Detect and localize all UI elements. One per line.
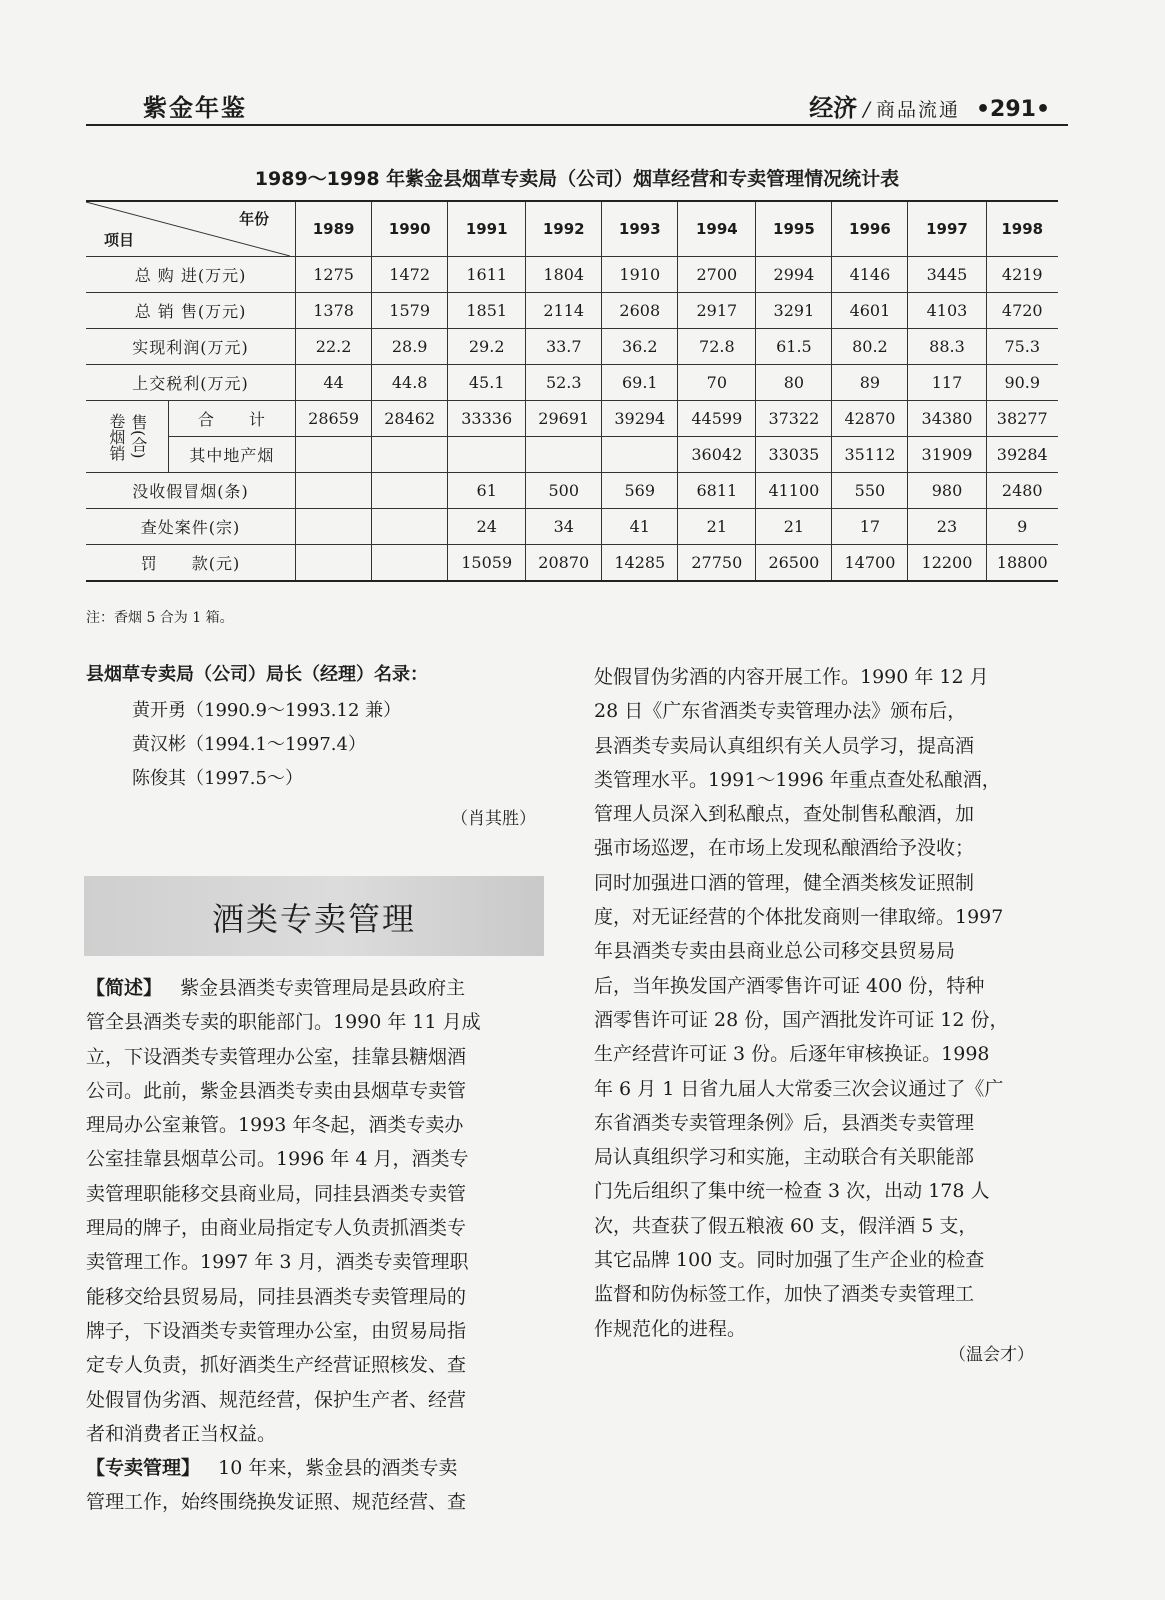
text-line: 同时加强进口酒的管理，健全酒类核发证照制 bbox=[594, 871, 975, 894]
section-heading: 酒类专卖管理 bbox=[211, 900, 416, 938]
running-header bbox=[809, 88, 1050, 123]
table-cell: 41 bbox=[602, 509, 678, 545]
table-cell: 39284 bbox=[986, 437, 1058, 473]
text-line: 牌子，下设酒类专卖管理办公室，由贸易局指 bbox=[86, 1319, 467, 1342]
table-cell bbox=[526, 437, 602, 473]
table-cell: 37322 bbox=[756, 401, 832, 437]
table-cell: 80.2 bbox=[832, 329, 908, 365]
text-line: 能移交给县贸易局，同挂县酒类专卖管理局的 bbox=[86, 1285, 467, 1308]
table-cell: 1275 bbox=[296, 257, 372, 293]
table-cell: 1851 bbox=[448, 293, 526, 329]
author-credit: （肖其胜） bbox=[451, 809, 536, 829]
table-cell: 33035 bbox=[756, 437, 832, 473]
management-paragraph bbox=[594, 660, 1056, 1346]
row-label: 合 计 bbox=[168, 401, 295, 437]
table-cell: 72.8 bbox=[678, 329, 756, 365]
table-cell: 550 bbox=[832, 473, 908, 509]
text-line: 管理工作，始终围绕换发证照、规范经营、查 bbox=[86, 1491, 467, 1514]
text-line: 公室挂靠县烟草公司。1996 年 4 月，酒类专 bbox=[86, 1148, 469, 1171]
table-cell: 28.9 bbox=[372, 329, 448, 365]
director-item: 黄开勇（1990.9～1993.12 兼） bbox=[132, 700, 402, 721]
table-cell: 117 bbox=[908, 365, 986, 401]
year-header: 1993 bbox=[602, 201, 678, 257]
row-label: 罚 款(元) bbox=[86, 545, 296, 582]
table-cell: 34380 bbox=[908, 401, 986, 437]
director-item: 陈俊其（1997.5～） bbox=[132, 768, 303, 789]
table-cell: 33336 bbox=[448, 401, 526, 437]
table-note: 注：香烟 5 合为 1 箱。 bbox=[86, 610, 234, 626]
text-line: 理局办公室兼管。1993 年冬起，酒类专卖办 bbox=[86, 1114, 464, 1137]
table-title: 1989～1998 年紫金县烟草专卖局（公司）烟草经营和专卖管理情况统计表 bbox=[254, 168, 900, 190]
year-header: 1990 bbox=[372, 201, 448, 257]
year-header: 1994 bbox=[678, 201, 756, 257]
text-line: 立，下设酒类专卖管理办公室，挂靠县糖烟酒 bbox=[86, 1045, 467, 1068]
table-row bbox=[86, 545, 1058, 582]
table-cell bbox=[448, 437, 526, 473]
table-cell: 34 bbox=[526, 509, 602, 545]
row-label: 总 购 进(万元) bbox=[86, 257, 296, 293]
text-line: 处假冒伪劣酒、规范经营，保护生产者、经营 bbox=[86, 1388, 467, 1411]
row-label: 查处案件(宗) bbox=[86, 509, 296, 545]
text-line: 公司。此前，紫金县酒类专卖由县烟草专卖管 bbox=[86, 1079, 467, 1102]
table-cell bbox=[372, 545, 448, 582]
year-header: 1997 bbox=[908, 201, 986, 257]
text-span: 紫金县酒类专卖管理局是县政府主 bbox=[180, 977, 466, 999]
text-line: 理局的牌子，由商业局指定专人负责抓酒类专 bbox=[86, 1217, 467, 1240]
subsection-name: 商品流通 bbox=[875, 99, 960, 121]
table-cell: 35112 bbox=[832, 437, 908, 473]
table-cell: 61 bbox=[448, 473, 526, 509]
table-cell: 69.1 bbox=[602, 365, 678, 401]
table-cell: 1611 bbox=[448, 257, 526, 293]
corner-cell bbox=[86, 201, 296, 257]
table-cell: 6811 bbox=[678, 473, 756, 509]
text-line bbox=[86, 971, 546, 1005]
table-cell: 3291 bbox=[756, 293, 832, 329]
table-cell: 1804 bbox=[526, 257, 602, 293]
table-cell: 4103 bbox=[908, 293, 986, 329]
group-label-col2: 售(合) bbox=[128, 414, 148, 459]
table-row bbox=[86, 329, 1058, 365]
table-cell: 28659 bbox=[296, 401, 372, 437]
text-line: 定专人负责，抓好酒类生产经营证照核发、查 bbox=[86, 1354, 467, 1377]
management-tag: 【专卖管理】 bbox=[86, 1457, 201, 1480]
table-header-row bbox=[86, 201, 1058, 257]
table-cell bbox=[372, 437, 448, 473]
table-cell: 44599 bbox=[678, 401, 756, 437]
table-cell: 2114 bbox=[526, 293, 602, 329]
text-line: 管理人员深入到私酿点，查处制售私酿酒，加 bbox=[594, 803, 975, 826]
page-number: •291• bbox=[975, 97, 1050, 122]
year-header: 1996 bbox=[832, 201, 908, 257]
text-line: 后，当年换发国产酒零售许可证 400 份，特种 bbox=[594, 974, 985, 997]
section-banner bbox=[84, 876, 544, 956]
table-cell: 89 bbox=[832, 365, 908, 401]
year-header: 1992 bbox=[526, 201, 602, 257]
directors-title: 县烟草专卖局（公司）局长（经理）名录： bbox=[86, 664, 428, 685]
table-cell bbox=[296, 545, 372, 582]
section-name: 经济 bbox=[809, 94, 858, 122]
text-line: 年县酒类专卖由县商业总公司移交县贸易局 bbox=[594, 940, 956, 963]
table-cell: 1472 bbox=[372, 257, 448, 293]
text-line: 类管理水平。1991～1996 年重点查处私酿酒， bbox=[594, 768, 1001, 791]
director-item: 黄汉彬（1994.1～1997.4） bbox=[132, 734, 366, 755]
group-label bbox=[86, 401, 168, 473]
table-cell: 980 bbox=[908, 473, 986, 509]
table-cell: 70 bbox=[678, 365, 756, 401]
table-cell: 31909 bbox=[908, 437, 986, 473]
table-cell bbox=[296, 509, 372, 545]
text-line: 酒零售许可证 28 份，国产酒批发许可证 12 份， bbox=[594, 1008, 1009, 1031]
text-line: 处假冒伪劣酒的内容开展工作。1990 年 12 月 bbox=[594, 666, 989, 688]
table-cell bbox=[372, 509, 448, 545]
table-cell: 4601 bbox=[832, 293, 908, 329]
table-cell: 36042 bbox=[678, 437, 756, 473]
table-cell: 2480 bbox=[986, 473, 1058, 509]
text-line: 度，对无证经营的个体批发商则一律取缔。1997 bbox=[594, 906, 1004, 929]
table-cell: 33.7 bbox=[526, 329, 602, 365]
table-cell: 39294 bbox=[602, 401, 678, 437]
text-line: 其它品牌 100 支。同时加强了生产企业的检查 bbox=[594, 1249, 985, 1272]
table-cell: 22.2 bbox=[296, 329, 372, 365]
table-cell: 14285 bbox=[602, 545, 678, 582]
text-line: 东省酒类专卖管理条例》后，县酒类专卖管理 bbox=[594, 1111, 975, 1134]
book-title: 紫金年鉴 bbox=[143, 94, 247, 122]
text-line: 次，共查获了假五粮液 60 支，假洋酒 5 支， bbox=[594, 1214, 978, 1237]
table-cell: 38277 bbox=[986, 401, 1058, 437]
table-cell: 2608 bbox=[602, 293, 678, 329]
table-cell: 44.8 bbox=[372, 365, 448, 401]
table-cell bbox=[602, 437, 678, 473]
table-cell: 41100 bbox=[756, 473, 832, 509]
corner-item-label: 项目 bbox=[104, 231, 135, 249]
table-cell: 3445 bbox=[908, 257, 986, 293]
text-line: 管全县酒类专卖的职能部门。1990 年 11 月成 bbox=[86, 1011, 481, 1034]
table-cell: 18800 bbox=[986, 545, 1058, 582]
table-cell bbox=[296, 437, 372, 473]
table-cell bbox=[296, 473, 372, 509]
table-cell: 45.1 bbox=[448, 365, 526, 401]
table-cell: 44 bbox=[296, 365, 372, 401]
text-line: 生产经营许可证 3 份。后逐年审核换证。1998 bbox=[594, 1043, 990, 1066]
table-cell: 24 bbox=[448, 509, 526, 545]
table-cell: 12200 bbox=[908, 545, 986, 582]
text-line: 监督和防伪标签工作，加快了酒类专卖管理工 bbox=[594, 1283, 975, 1306]
text-line: 卖管理职能移交县商业局，同挂县酒类专卖管 bbox=[86, 1182, 467, 1205]
text-line: 者和消费者正当权益。 bbox=[86, 1422, 277, 1445]
table-cell: 90.9 bbox=[986, 365, 1058, 401]
table-cell: 14700 bbox=[832, 545, 908, 582]
table-cell: 2700 bbox=[678, 257, 756, 293]
table-row bbox=[86, 401, 1058, 437]
summary-tag: 【简述】 bbox=[86, 977, 163, 999]
table-cell: 9 bbox=[986, 509, 1058, 545]
table-cell: 29.2 bbox=[448, 329, 526, 365]
year-header: 1989 bbox=[296, 201, 372, 257]
text-line bbox=[86, 1451, 546, 1485]
table-cell: 2994 bbox=[756, 257, 832, 293]
table-cell: 2917 bbox=[678, 293, 756, 329]
text-line: 作规范化的进程。 bbox=[594, 1317, 747, 1340]
statistics-table bbox=[86, 200, 1058, 582]
author-credit: （温会才） bbox=[949, 1345, 1034, 1365]
text-line: 县酒类专卖局认真组织有关人员学习，提高酒 bbox=[594, 734, 975, 757]
text-line: 局认真组织学习和实施，主动联合有关职能部 bbox=[594, 1146, 975, 1169]
table-cell: 88.3 bbox=[908, 329, 986, 365]
table-cell: 75.3 bbox=[986, 329, 1058, 365]
table-cell: 23 bbox=[908, 509, 986, 545]
corner-year-label: 年份 bbox=[239, 210, 270, 228]
table-row bbox=[86, 473, 1058, 509]
table-cell: 20870 bbox=[526, 545, 602, 582]
table-cell: 28462 bbox=[372, 401, 448, 437]
table-row bbox=[86, 293, 1058, 329]
table-cell: 42870 bbox=[832, 401, 908, 437]
header-rule bbox=[86, 124, 1068, 126]
table-cell: 1579 bbox=[372, 293, 448, 329]
row-label: 没收假冒烟(条) bbox=[86, 473, 296, 509]
table-cell: 21 bbox=[678, 509, 756, 545]
table-cell: 17 bbox=[832, 509, 908, 545]
table-cell: 4219 bbox=[986, 257, 1058, 293]
table-cell: 569 bbox=[602, 473, 678, 509]
row-label: 总 销 售(万元) bbox=[86, 293, 296, 329]
text-line: 门先后组织了集中统一检查 3 次，出动 178 人 bbox=[594, 1180, 990, 1203]
text-line: 年 6 月 1 日省九届人大常委三次会议通过了《广 bbox=[594, 1077, 1004, 1100]
table-cell: 1910 bbox=[602, 257, 678, 293]
table-cell: 500 bbox=[526, 473, 602, 509]
table-cell: 1378 bbox=[296, 293, 372, 329]
summary-paragraph bbox=[86, 971, 546, 1520]
table-cell: 21 bbox=[756, 509, 832, 545]
row-label: 上交税利(万元) bbox=[86, 365, 296, 401]
text-line: 28 日《广东省酒类专卖管理办法》颁布后， bbox=[594, 700, 967, 723]
row-label: 其中地产烟 bbox=[168, 437, 295, 473]
year-header: 1991 bbox=[448, 201, 526, 257]
table-cell: 4146 bbox=[832, 257, 908, 293]
table-cell: 80 bbox=[756, 365, 832, 401]
table-cell: 4720 bbox=[986, 293, 1058, 329]
year-header: 1995 bbox=[756, 201, 832, 257]
table-cell: 26500 bbox=[756, 545, 832, 582]
table-cell: 61.5 bbox=[756, 329, 832, 365]
text-line: 卖管理工作。1997 年 3 月，酒类专卖管理职 bbox=[86, 1251, 469, 1274]
table-row bbox=[86, 509, 1058, 545]
table-cell: 29691 bbox=[526, 401, 602, 437]
table-cell: 36.2 bbox=[602, 329, 678, 365]
text-line: 强市场巡逻，在市场上发现私酿酒给予没收； bbox=[594, 837, 975, 860]
header-slash: / bbox=[863, 97, 870, 121]
table-cell: 27750 bbox=[678, 545, 756, 582]
row-label: 实现利润(万元) bbox=[86, 329, 296, 365]
table-row bbox=[86, 365, 1058, 401]
table-row bbox=[86, 437, 1058, 473]
table-cell: 52.3 bbox=[526, 365, 602, 401]
year-header: 1998 bbox=[986, 201, 1058, 257]
group-label-col1: 卷烟销 bbox=[106, 412, 126, 461]
table-cell bbox=[372, 473, 448, 509]
table-row bbox=[86, 257, 1058, 293]
text-span: 10 年来，紫金县的酒类专卖 bbox=[218, 1457, 458, 1480]
table-cell: 15059 bbox=[448, 545, 526, 582]
